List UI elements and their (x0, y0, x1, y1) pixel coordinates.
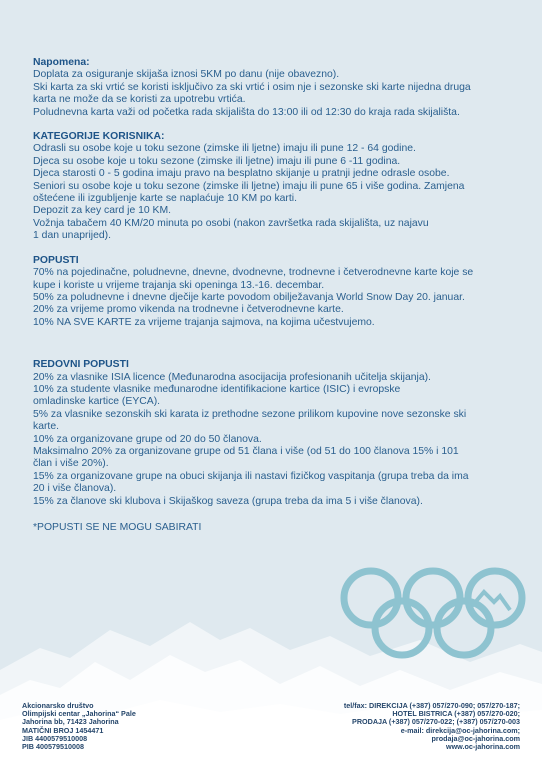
company-info-line: PIB 400579510008 (22, 742, 84, 752)
kategorije-line: Vožnja tabačem 40 KM/20 minuta po osobi (nakon završetka rada skijališta, uz najavu (33, 217, 429, 229)
popusti-line: kupe i koriste u vrijeme trajanja ski openinga 13.-16. decembar. (33, 279, 325, 291)
contact-info-line: PRODAJA (+387) 057/270-022; (+387) 057/270-003 (352, 717, 520, 727)
popusti-section (33, 255, 513, 329)
redovni-line: karte. (33, 421, 59, 433)
redovni-line: omladinske kartice (EYCA). (33, 396, 161, 408)
kategorije-heading: KATEGORIJE KORISNIKA: (33, 131, 165, 143)
contact-info-line: HOTEL BISTRICA (+387) 057/270-020; (392, 709, 520, 719)
kategorije-line: Djeca su osobe koje u toku sezone (zimske ili ljetne) imaju ili pune 6 -11 godina. (33, 155, 401, 167)
email-link[interactable]: prodaja@oc-jahorina.com (431, 733, 520, 743)
redovni-line: 15% za članove ski klubova i Skijaškog saveza (grupa treba da ima 5 i više članova). (33, 495, 423, 507)
email-link[interactable]: e-mail: direkcija@oc-jahorina.com; (400, 725, 520, 735)
popusti-line: 10% NA SVE KARTE za vrijeme trajanja sajmova, na kojima učestvujemo. (33, 316, 375, 328)
redovni-line: član i više 20%). (33, 458, 109, 470)
redovni-line: 10% za organizovane grupe od 20 do 50 članova. (33, 433, 262, 445)
popusti-line: 70% na pojedinačne, poludnevne, dnevne, dvodnevne, trodnevne i četverodnevne karte koje se (33, 267, 474, 279)
napomena-line: Poludnevna karta važi od početka rada skijališta do 13:00 ili od 12:30 do kraja rada skijališta. (33, 106, 460, 118)
popusti-line: 20% za vrijeme promo vikenda na trodnevne i četverodnevne karte. (33, 304, 344, 316)
popusti-heading: POPUSTI (33, 254, 79, 266)
company-info (22, 702, 136, 751)
kategorije-section (33, 131, 513, 243)
redovni-heading: REDOVNI POPUSTI (33, 359, 129, 371)
kategorije-line: Djeca starosti 0 - 5 godina imaju pravo na besplatno skijanje u pratnji jedne odrasle osobe. (33, 168, 450, 180)
company-info-line: Jahorina bb, 71423 Jahorina (22, 717, 119, 727)
popusti-line: 50% za poludnevne i dnevne dječije karte povodom obilježavanja World Snow Day 20. januar. (33, 291, 465, 303)
redovni-line: 15% za organizovane grupe na obuci skijanja ili nastavi fizičkog vaspitanja (grupa treba da ima (33, 470, 469, 482)
kategorije-line: Seniori su osobe koje u toku sezone (zimske ili ljetne) imaju ili pune 65 i više godina. Zamjena (33, 180, 465, 192)
website-link[interactable]: www.oc-jahorina.com (445, 742, 520, 752)
napomena-line: Doplata za osiguranje skijaša iznosi 5KM po danu (nije obavezno). (33, 69, 340, 81)
redovni-line: 20% za vlasnike ISIA licence (Međunarodna asocijacija profesionanih učitelja skijanja). (33, 371, 431, 383)
napomena-line: Ski karta za ski vrtić se koristi isključivo za ski vrtić i osim nje i sezonske ski karte nijedna druga (33, 81, 471, 93)
redovni-line: Maksimalno 20% za organizovane grupe od 51 člana i više (od 51 do 100 članova 15% i 101 (33, 445, 459, 457)
contact-info-line: tel/fax: DIREKCIJA (+387) 057/270-090; 057/270-187; (343, 701, 520, 710)
company-info-line: Akcionarsko društvo (22, 701, 94, 710)
contact-info (344, 702, 520, 751)
kategorije-line: Odrasli su osobe koje u toku sezone (zimske ili ljetne) imaju ili pune 12 - 64 godine. (33, 143, 416, 155)
redovni-section (33, 359, 513, 508)
napomena-heading: Napomena: (33, 57, 90, 68)
redovni-line: 5% za vlasnike sezonskih ski karata iz prethodne sezone prilikom kupovine nove sezonske ski (33, 408, 467, 420)
main-content (33, 57, 513, 534)
redovni-line: 10% za studente vlasnike međunarodne identifikacione kartice (ISIC) i evropske (33, 383, 401, 395)
kategorije-line: oštećene ili izgubljenje karte se naplaćuje 10 KM po karti. (33, 193, 297, 205)
company-info-line: JIB 4400579510008 (22, 733, 88, 743)
company-info-line: MATIČNI BROJ 1454471 (22, 725, 104, 735)
company-info-line: Olimpijski centar „Jahorina“ Pale (22, 709, 136, 719)
kategorije-line: Depozit za key card je 10 KM. (33, 205, 172, 217)
popusti-note: *POPUSTI SE NE MOGU SABIRATI (33, 522, 202, 533)
kategorije-line: 1 dan unaprijed). (33, 230, 111, 242)
rings-logo (338, 562, 528, 664)
napomena-line: karta ne može da se koristi za upotrebu vrtića. (33, 94, 246, 106)
napomena-section (33, 57, 513, 119)
redovni-line: 20 i više članova). (33, 483, 117, 495)
